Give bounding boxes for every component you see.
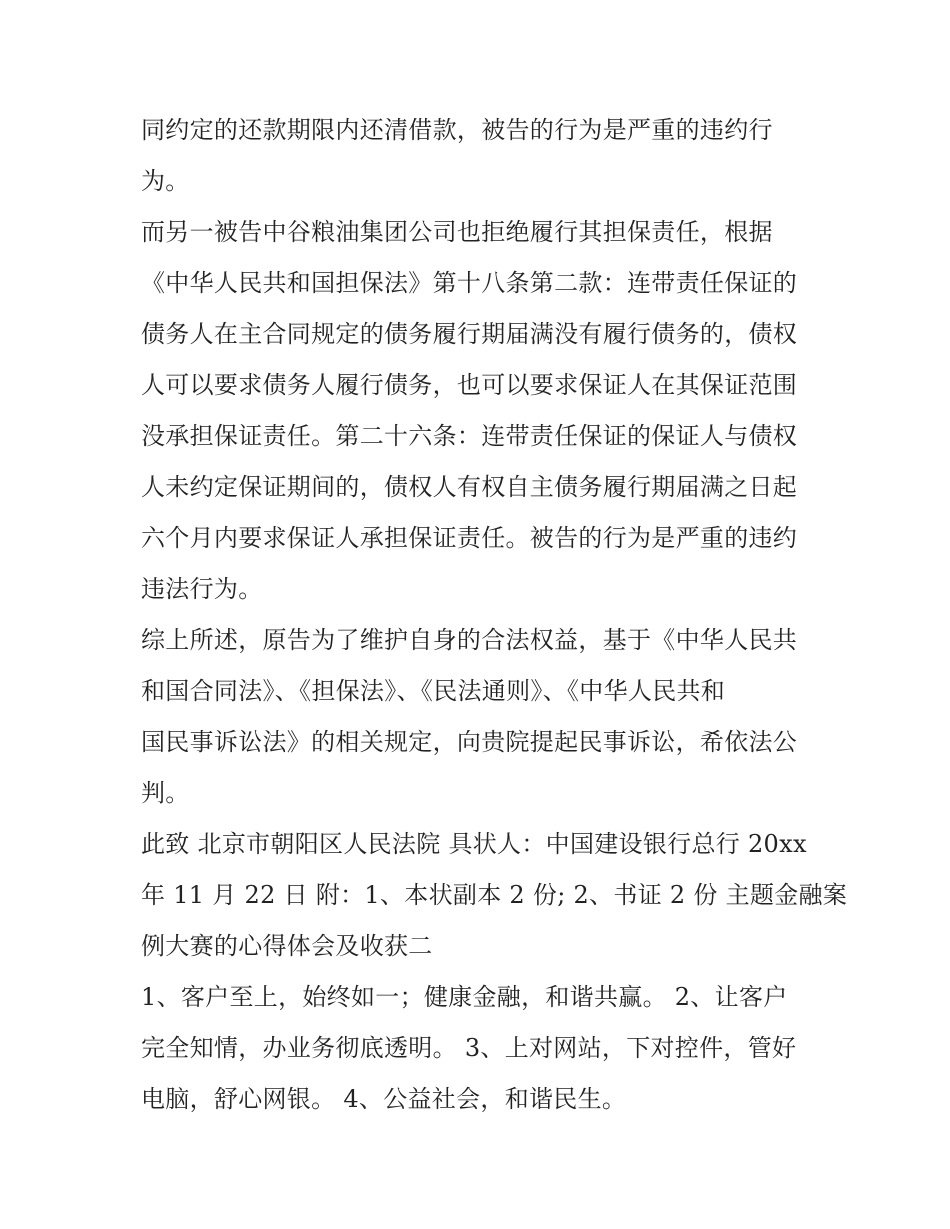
text-line: 国民事诉讼法》的相关规定，向贵院提起民事诉讼，希依法公 [141,728,798,756]
text-line: 年 11 月 22 日 附：1、本状副本 2 份; 2、书证 2 份 主题金融案 [141,881,848,909]
text-line: 例大赛的心得体会及收获二 [141,932,433,960]
text-line: 完全知情，办业务彻底透明。 3、上对网站，下对控件，管好 [141,1034,797,1062]
text-line: 1、客户至上，始终如一；健康金融，和谐共赢。 2、让客户 [141,983,788,1011]
text-line: 此致 北京市朝阳区人民法院 具状人：中国建设银行总行 20xx [141,830,807,858]
text-line: 为。 [141,167,190,195]
text-line: 六个月内要求保证人承担保证责任。被告的行为是严重的违约 [141,524,798,552]
text-line: 综上所述，原告为了维护自身的合法权益，基于《中华人民共 [141,626,798,654]
text-line: 人可以要求债务人履行债务，也可以要求保证人在其保证范围 [141,371,798,399]
text-line: 人未约定保证期间的，债权人有权自主债务履行期届满之日起 [141,473,798,501]
text-line: 判。 [141,779,190,807]
document-body [141,105,848,1125]
text-line: 电脑，舒心网银。 4、公益社会，和谐民生。 [141,1085,627,1113]
text-line: 违法行为。 [141,575,263,603]
text-line: 而另一被告中谷粮油集团公司也拒绝履行其担保责任，根据 [141,218,773,246]
text-line: 债务人在主合同规定的债务履行期届满没有履行债务的，债权 [141,320,798,348]
text-line: 和国合同法》、《担保法》、《民法通则》、《中华人民共和 [141,677,726,705]
text-line: 《中华人民共和国担保法》第十八条第二款：连带责任保证的 [141,269,798,297]
text-line: 同约定的还款期限内还清借款，被告的行为是严重的违约行 [141,116,773,144]
text-line: 没承担保证责任。第二十六条：连带责任保证的保证人与债权 [141,422,798,450]
